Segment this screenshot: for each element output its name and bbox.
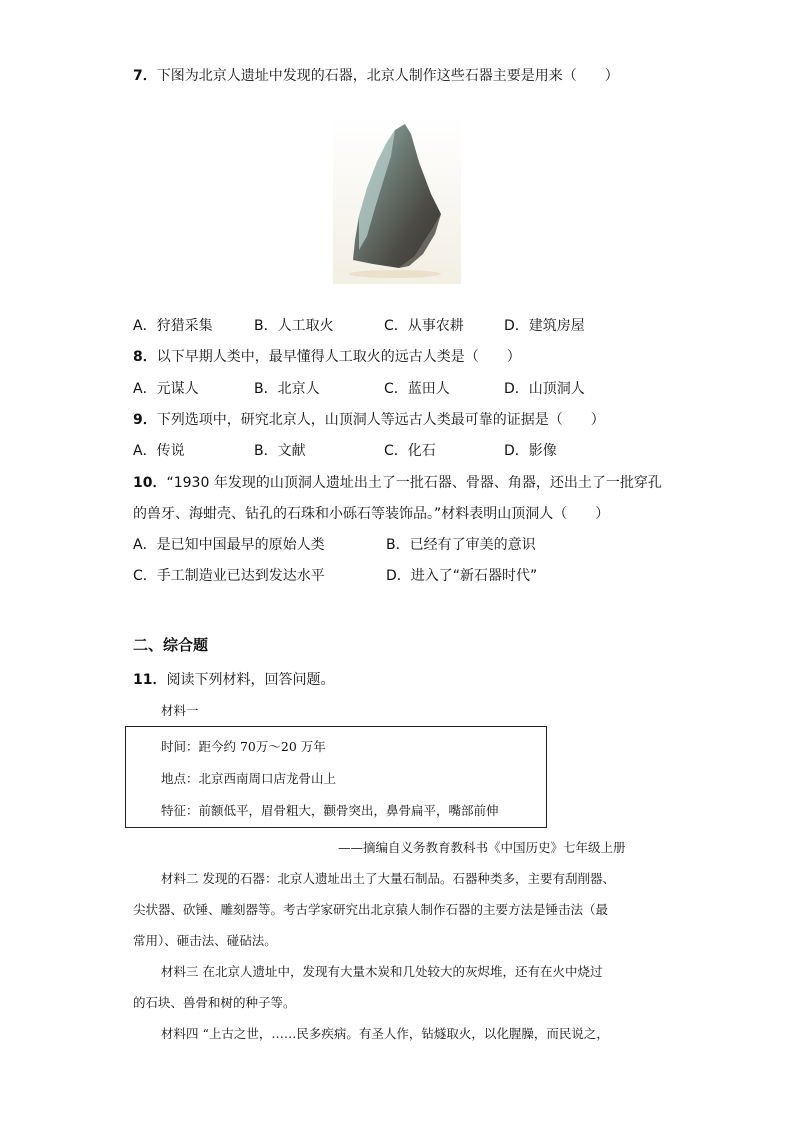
q10-option-c: C．手工制造业已达到发达水平 [133, 568, 325, 584]
question-number: 10． [133, 475, 167, 491]
question-text: 下图为北京人遗址中发现的石器，北京人制作这些石器主要是用来（ ） [156, 68, 619, 84]
q8-option-a: A．元谋人 [133, 381, 199, 397]
question-11 [133, 670, 334, 690]
stone-tool-icon [333, 116, 461, 284]
question-number: 11． [133, 672, 167, 688]
q10-option-b: B．已经有了审美的意识 [386, 537, 536, 553]
question-text: 以下早期人类中，最早懂得人工取火的远古人类是（ ） [156, 349, 521, 365]
q9-option-d: D．影像 [504, 443, 557, 459]
question-8 [133, 347, 521, 367]
question-text: 下列选项中，研究北京人，山顶洞人等远古人类最可靠的证据是（ ） [156, 412, 605, 428]
question-10 [133, 473, 662, 493]
material-1-label: 材料一 [161, 703, 199, 718]
question-7 [133, 66, 619, 86]
material-1-location: 地点：北京西南周口店龙骨山上 [161, 771, 337, 786]
question-9 [133, 410, 605, 430]
material-1-box [125, 726, 547, 828]
material-1-time: 时间：距今约 70万～20 万年 [161, 739, 326, 754]
q9-option-b: B．文献 [254, 443, 306, 459]
material-4-line: 材料四 “上古之世，……民多疾病。有圣人作，钻燧取火，以化腥臊，而民说之， [161, 1026, 609, 1041]
q8-option-c: C．蓝田人 [384, 381, 450, 397]
question-text: “1930 年发现的山顶洞人遗址出土了一批石器、骨器、角器，还出土了一批穿孔 [166, 475, 662, 491]
q7-option-c: C．从事农耕 [384, 318, 464, 334]
q8-option-b: B．北京人 [254, 381, 320, 397]
q9-option-c: C．化石 [384, 443, 436, 459]
question-text: 阅读下列材料，回答问题。 [166, 672, 335, 688]
question-number: 8． [133, 349, 157, 365]
material-2-line: 常用）、砸击法、碰砧法。 [133, 933, 277, 948]
q7-option-b: B．人工取火 [254, 318, 334, 334]
material-3-line: 的石块、兽骨和树的种子等。 [133, 995, 296, 1010]
material-1-features: 特征：前额低平，眉骨粗大，颧骨突出，鼻骨扁平，嘴部前伸 [161, 803, 499, 818]
q7-option-d: D．建筑房屋 [504, 318, 585, 334]
q7-option-a: A．狩猎采集 [133, 318, 213, 334]
q8-option-d: D．山顶洞人 [504, 381, 585, 397]
q9-option-a: A．传说 [133, 443, 185, 459]
question-10-continued: 的兽牙、海蚶壳、钻孔的石珠和小砾石等装饰品。”材料表明山顶洞人（ ） [133, 506, 610, 522]
material-2-line: 材料二 发现的石器：北京人遗址出土了大量石制品。石器种类多，主要有刮削器、 [161, 871, 615, 886]
question-number: 7． [133, 68, 157, 84]
material-1-source: ——摘编自义务教育教科书《中国历史》七年级上册 [338, 840, 626, 855]
material-3-line: 材料三 在北京人遗址中，发现有大量木炭和几处较大的灰烬堆，还有在火中烧过 [161, 964, 603, 979]
section-title: 二、综合题 [133, 636, 209, 654]
q10-option-d: D．进入了“新石器时代” [386, 568, 538, 584]
question-number: 9． [133, 412, 157, 428]
material-2-line: 尖状器、砍锤、雕刻器等。考古学家研究出北京猿人制作石器的主要方法是锤击法（最 [133, 902, 609, 917]
q10-option-a: A．是已知中国最早的原始人类 [133, 537, 325, 553]
